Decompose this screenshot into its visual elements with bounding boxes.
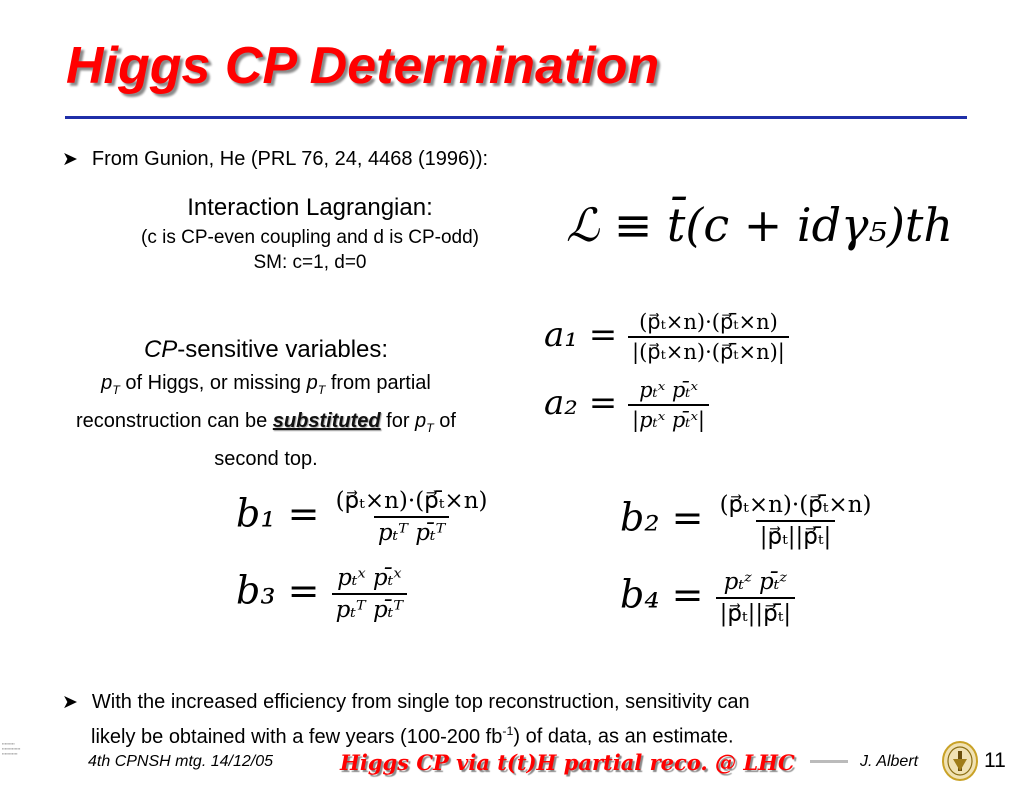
a1-fraction <box>628 310 789 364</box>
pt-subscript: T <box>112 383 120 397</box>
b2-fraction <box>716 492 876 550</box>
bullet-2-line-2a: likely be obtained with a few years (100-200 fb <box>91 725 503 748</box>
title-underline <box>65 116 967 119</box>
bullet-2-line-1: With the increased efficiency from single top reconstruction, sensitivity can <box>91 691 750 713</box>
cp-text-3: reconstruction can be <box>76 410 273 432</box>
b3-numerator: pₜˣ pₜ̄ˣ <box>337 565 402 591</box>
pt-subscript: T <box>426 421 434 435</box>
cp-heading-em: CP <box>143 336 178 363</box>
interaction-block <box>60 194 560 274</box>
equation-b2 <box>620 492 876 550</box>
page-number: 11 <box>984 749 1006 772</box>
b1-fraction <box>332 488 492 546</box>
pt-subscript: T <box>317 383 326 397</box>
cp-heading-rest: -sensitive variables: <box>177 336 389 363</box>
footer-meeting-date: 4th CPNSH mtg. 14/12/05 <box>88 753 273 770</box>
b2-lhs: b₂ = <box>620 495 704 540</box>
bullet-2-line-2b: ) of data, as an estimate. <box>513 725 734 748</box>
equation-a1 <box>544 310 789 364</box>
bullet-1-text: From Gunion, He (PRL 76, 24, 4468 (1996)): <box>91 148 489 170</box>
b4-lhs: b₄ = <box>620 572 704 617</box>
footer-author: J. Albert <box>860 753 919 770</box>
interaction-sm-values: SM: c=1, d=0 <box>253 252 367 273</box>
cp-text-4: for <box>380 410 416 432</box>
interaction-heading: Interaction Lagrangian: <box>187 194 433 221</box>
b2-denominator: |p⃗ₜ||p⃗ₜ̄| <box>756 520 836 550</box>
b3-denominator: pₜᵀ pₜ̄ᵀ <box>332 593 407 623</box>
bullet-2-superscript: -1 <box>502 724 514 738</box>
b1-denominator: pₜᵀ pₜ̄ᵀ <box>374 516 449 546</box>
arrowhead-bullet-icon: ➤ <box>62 692 78 713</box>
equation-a2 <box>544 378 709 432</box>
a1-lhs: a₁ = <box>544 315 618 355</box>
a2-lhs: a₂ = <box>544 383 618 423</box>
cp-text-5: of <box>433 410 456 432</box>
pt-symbol: p <box>415 410 427 432</box>
b2-numerator: (p⃗ₜ×n)·(p⃗ₜ̄×n) <box>719 492 872 518</box>
arrowhead-bullet-icon: ➤ <box>62 149 78 170</box>
b4-denominator: |p⃗ₜ||p⃗ₜ̄| <box>716 597 796 627</box>
b1-lhs: b₁ = <box>236 491 320 536</box>
bullet-1 <box>62 148 488 171</box>
footer-small-mark <box>810 760 848 763</box>
equation-b1 <box>236 488 492 546</box>
lagrangian-equation: ℒ ≡ t̄(c + idγ₅)th <box>566 198 954 252</box>
cp-variables-heading <box>0 336 532 364</box>
cp-text-1: of Higgs, or missing <box>119 372 307 394</box>
a2-denominator: |pₜˣ pₜ̄ˣ| <box>628 404 709 432</box>
cp-text-6: second top. <box>214 448 318 470</box>
equation-b4 <box>620 569 795 627</box>
university-seal-icon <box>942 741 978 781</box>
bullet-2 <box>62 688 750 751</box>
slide-title: Higgs CP Determination <box>66 37 660 95</box>
b3-lhs: b₃ = <box>236 568 320 613</box>
a1-numerator: (p⃗ₜ×n)·(p⃗ₜ̄×n) <box>639 310 778 334</box>
cp-variables-text <box>0 368 532 475</box>
b4-numerator: pₜᶻ pₜ̄ᶻ <box>723 569 788 595</box>
b4-fraction <box>716 569 796 627</box>
pt-symbol: p <box>306 372 318 394</box>
footer-talk-title: Higgs CP via t(t)H partial reco. @ LHC <box>340 750 795 775</box>
equation-b3 <box>236 565 407 623</box>
substituted-emphasis: substituted <box>272 410 381 432</box>
quicktime-placeholder-icon: ▪▪▪▪▪▪▪▪▪ ▪▪▪▪▪▪▪▪▪▪▪▪▪ ▪▪▪▪▪▪▪▪▪▪▪ <box>2 741 21 756</box>
interaction-coupling-note: (c is CP-even coupling and d is CP-odd) <box>141 227 479 248</box>
pt-symbol: p <box>101 372 113 394</box>
cp-variables-block <box>0 336 532 475</box>
a1-denominator: |(p⃗ₜ×n)·(p⃗ₜ̄×n)| <box>628 336 789 364</box>
b1-numerator: (p⃗ₜ×n)·(p⃗ₜ̄×n) <box>335 488 488 514</box>
a2-fraction <box>628 378 709 432</box>
b3-fraction <box>332 565 407 623</box>
cp-text-2: from partial <box>325 372 431 394</box>
a2-numerator: pₜˣ pₜ̄ˣ <box>639 378 698 402</box>
